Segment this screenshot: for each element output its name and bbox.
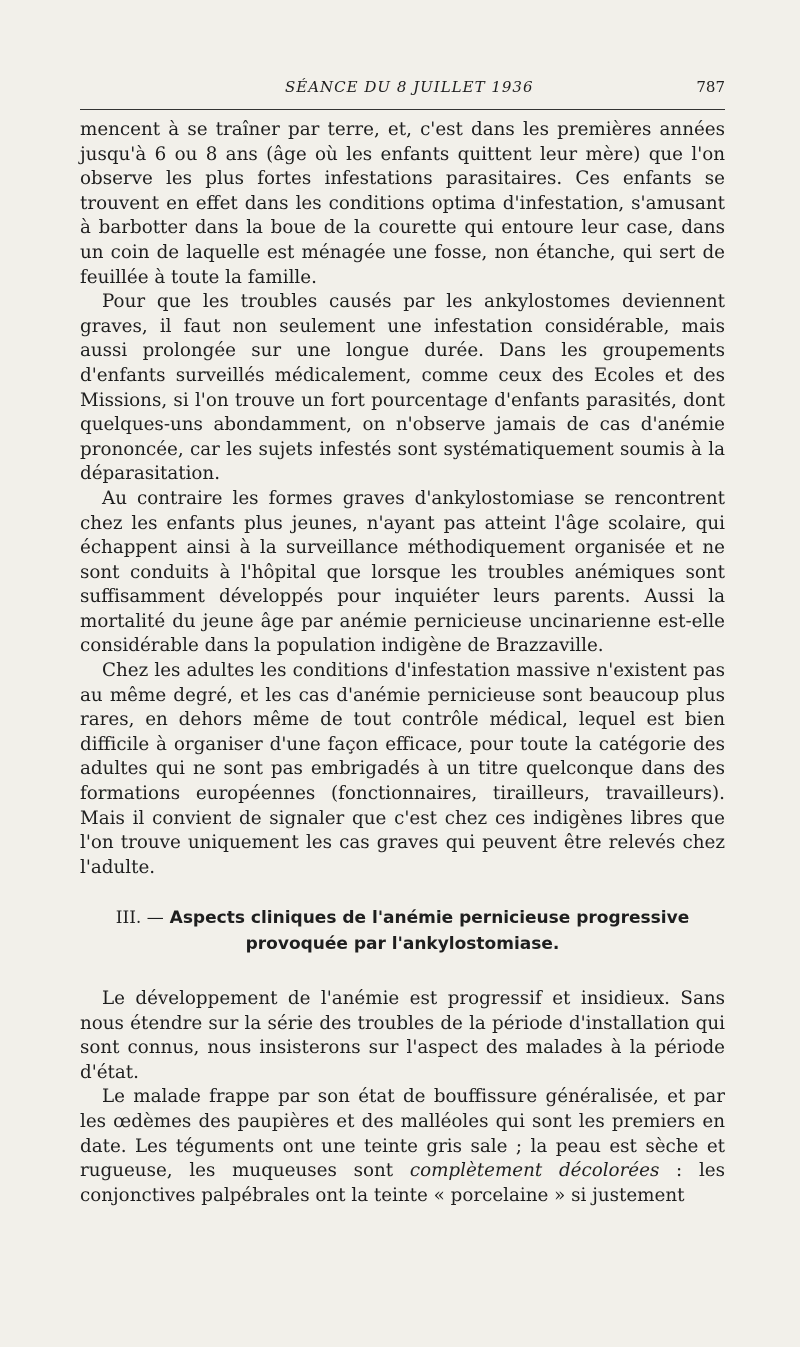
paragraph: Le développement de l'anémie est progressif et insidieux. Sans nous étendre sur la série des troubles de la période d'installation qui sont connus, nous insisterons sur l'aspect des malades à la période d'état. [80,988,725,1083]
body-text-lower [80,987,725,1208]
paragraph: Chez les adultes les conditions d'infestation massive n'existent pas au même degré, et les cas d'anémie pernicieuse sont beaucoup plus rares, en dehors même de tout contrôle médical, lequel est bien difficile à organiser d'une façon efficace, pour toute la catégorie des adultes qui ne sont pas embrigadés à un titre quelconque dans des formations européennes (fonctionnaires, tirailleurs, travailleurs). Mais il convient de signaler que c'est chez ces indigènes libres que l'on trouve uniquement les cas graves qui peuvent être relevés chez l'adulte. [80,660,725,878]
header-rule [80,109,725,110]
running-head: SÉANCE DU 8 JUILLET 1936 [285,78,534,96]
page-number: 787 [696,78,725,96]
emphasis-text: complètement décolorées [409,1160,660,1182]
section-title-line1: Aspects cliniques de l'anémie pernicieuse progressive [169,908,690,928]
text-run: : les conjonctives palpébrales ont la teinte « porcelaine » si justement [80,1160,725,1206]
paragraph: mencent à se traîner par terre, et, c'est dans les premières années jusqu'à 6 ou 8 ans (âge où les enfants quittent leur mère) que l'on observe les plus fortes infestations parasitaires. Ces enfants se trouvent en effet dans les conditions optima d'infestation, s'amusant à barbotter dans la boue de la courette qui entoure leur case, dans un coin de laquelle est ménagée une fosse, non étanche, qui sert de feuillée à toute la famille. [80,119,725,288]
page-header [80,78,725,102]
section-title-line2: provoquée par l'ankylostomiase. [245,934,560,954]
section-heading [80,905,725,957]
paragraph: Pour que les troubles causés par les ankylostomes deviennent graves, il faut non seulement une infestation considérable, mais aussi prolongée sur une longue durée. Dans les groupements d'enfants surveillés médicalement, comme ceux des Ecoles et des Missions, si l'on trouve un fort pourcentage d'enfants parasités, dont quelques-uns abondamment, on n'observe jamais de cas d'anémie prononcée, car les sujets infestés sont systématiquement soumis à la déparasitation. [80,291,725,485]
section-number: III. — [115,908,164,928]
text-run: Le malade frappe par son état de bouffissure généralisée, et par les œdèmes des paupières et des malléoles qui sont les premiers en date. Les téguments ont une teinte gris sale ; la peau est sèche et rugueuse, les muqueuses sont [80,1086,725,1182]
paragraph: Au contraire les formes graves d'ankylostomiase se rencontrent chez les enfants plus jeunes, n'ayant pas atteint l'âge scolaire, qui échappent ainsi à la surveillance méthodiquement organisée et ne sont conduits à l'hôpital que lorsque les troubles anémiques sont suffisamment développés pour inquiéter leurs parents. Aussi la mortalité du jeune âge par anémie pernicieuse uncinarienne est-elle considérable dans la population indigène de Brazzaville. [80,487,725,657]
paragraph [80,1085,725,1208]
body-text-upper [80,118,725,880]
